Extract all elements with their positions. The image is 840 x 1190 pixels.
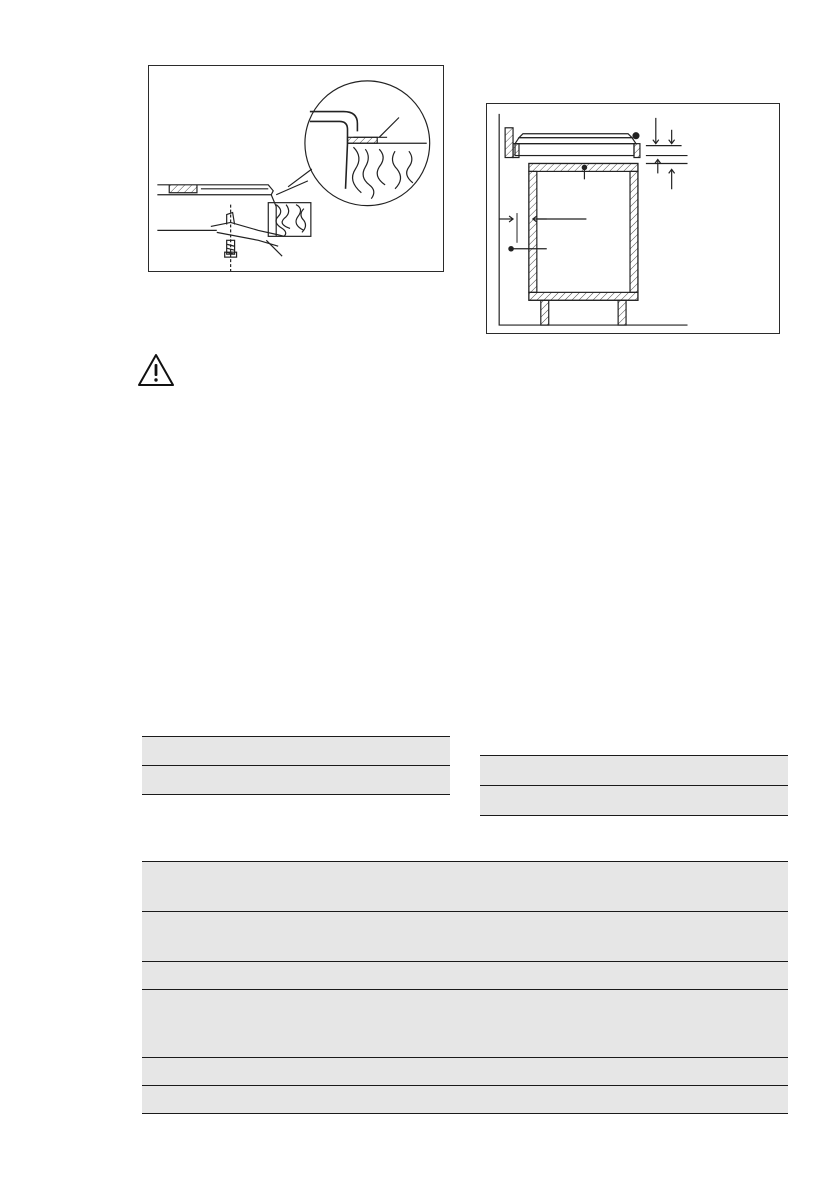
worktop-block <box>268 203 311 237</box>
table-row <box>480 786 788 816</box>
worktop-right <box>634 144 640 158</box>
hob-unit <box>515 133 639 156</box>
table-row <box>480 756 788 786</box>
cabinet <box>529 163 638 325</box>
table-cell <box>480 786 788 816</box>
wall-strip <box>505 128 513 158</box>
table-c <box>142 861 788 1114</box>
worktop-left <box>513 144 519 158</box>
table-cell <box>142 962 788 990</box>
hob-cabinet-clearance-figure <box>486 103 780 334</box>
table-row <box>142 737 450 766</box>
table-cell <box>142 912 788 962</box>
table-cell <box>142 737 450 766</box>
table-cell <box>480 756 788 786</box>
table-row <box>142 862 788 912</box>
table-row <box>142 990 788 1058</box>
hob-plate <box>157 185 276 236</box>
magnified-detail <box>276 81 430 206</box>
table-row <box>142 766 450 795</box>
table-row <box>142 912 788 962</box>
table-cell <box>142 766 450 795</box>
dimension-arrow-icon <box>499 118 687 243</box>
table-row <box>142 1058 788 1086</box>
table-cell <box>142 1086 788 1114</box>
table-b <box>480 755 788 816</box>
table-cell <box>142 862 788 912</box>
bracket-icon <box>157 213 284 247</box>
table-row <box>142 1086 788 1114</box>
table-cell <box>142 990 788 1058</box>
table-cell <box>142 1058 788 1086</box>
table-row <box>142 962 788 990</box>
warning-triangle-icon <box>136 352 176 388</box>
hob-clamp-detail-figure <box>148 65 444 272</box>
table-a <box>142 736 450 795</box>
